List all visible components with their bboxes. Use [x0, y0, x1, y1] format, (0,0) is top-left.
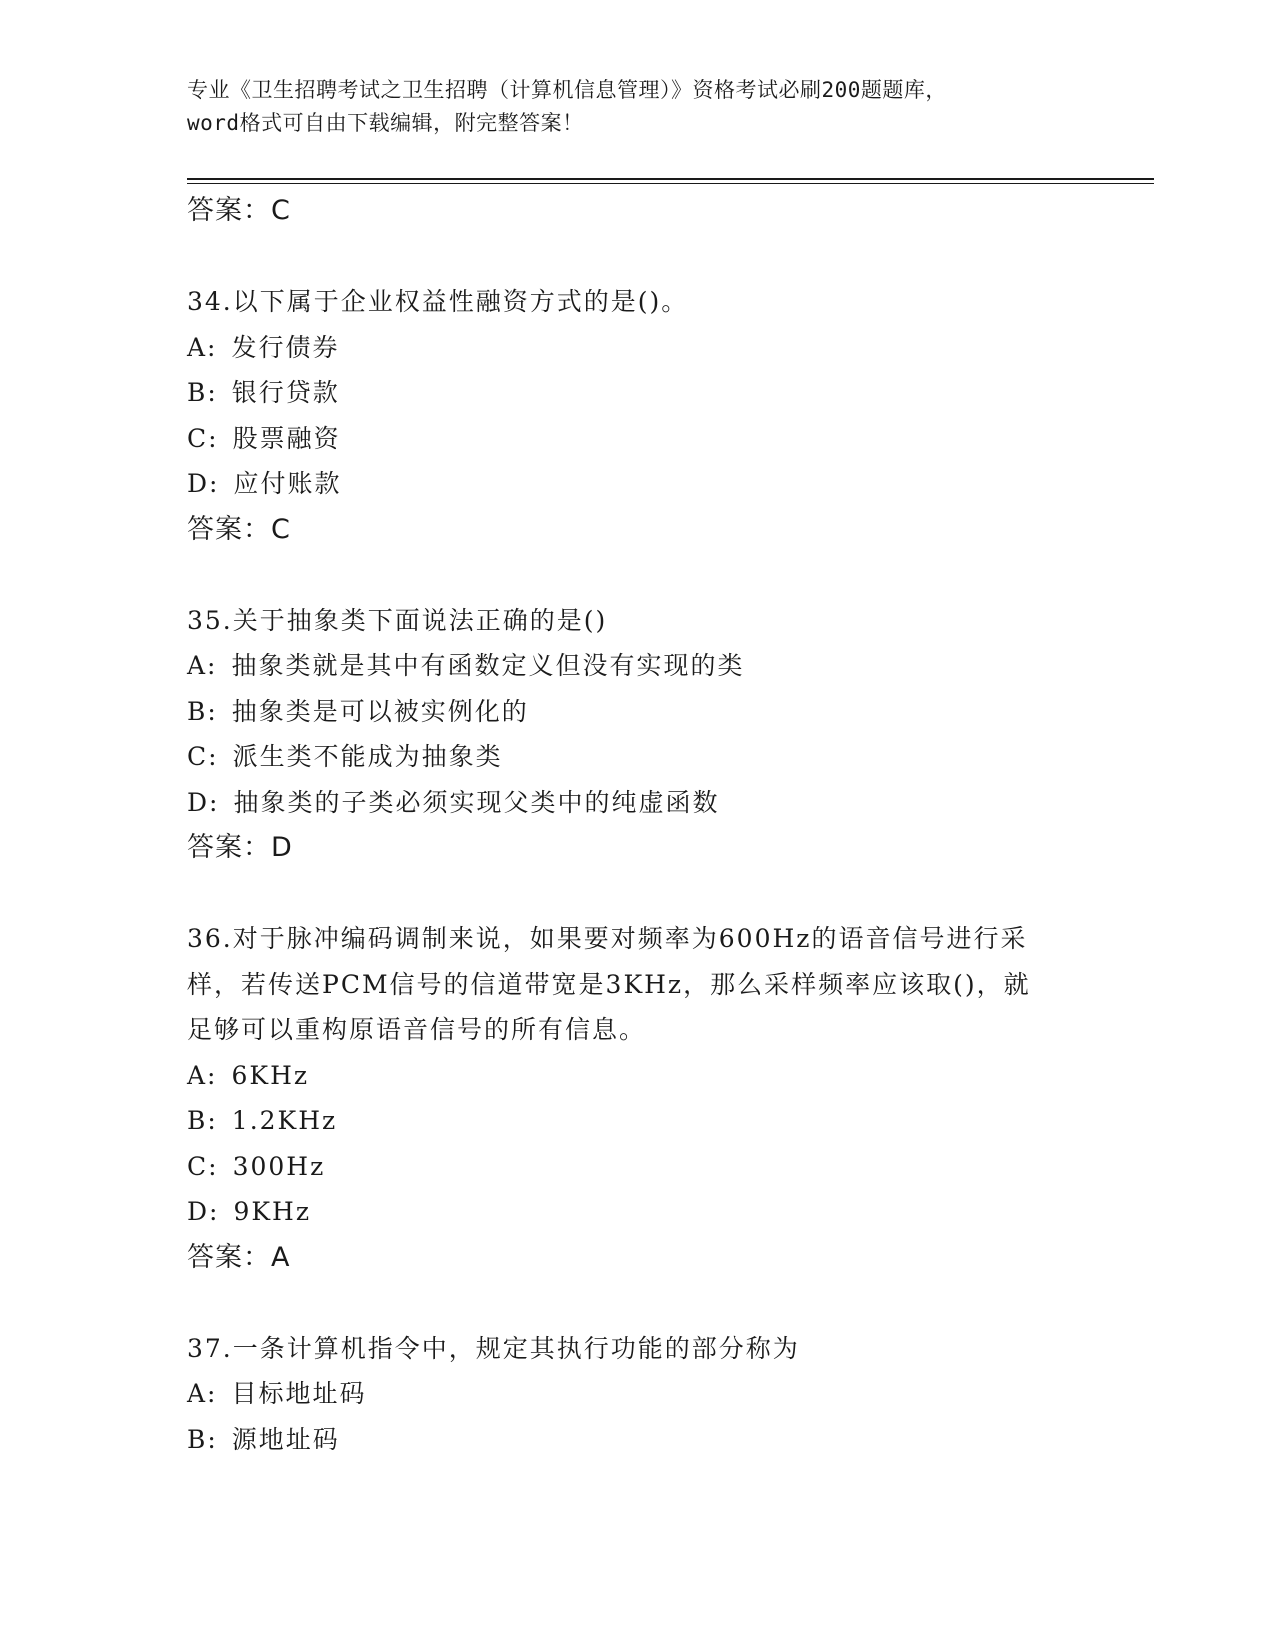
option-text: 源地址码: [231, 1424, 340, 1454]
option-text: 300Hz: [232, 1151, 326, 1181]
question-text: 34.以下属于企业权益性融资方式的是()。: [187, 287, 689, 316]
option-label: D:: [187, 787, 220, 817]
question-text-line-3: 足够可以重构原语音信号的所有信息。: [187, 1015, 647, 1044]
header-rule-thin: [187, 183, 1154, 184]
option-label: B:: [187, 696, 218, 726]
option-b: [187, 1098, 1087, 1144]
answer: 答案：C: [187, 513, 291, 545]
question-35: [187, 598, 1087, 871]
option-text: 抽象类的子类必须实现父类中的纯虚函数: [233, 787, 720, 817]
option-label: C:: [187, 742, 219, 771]
option-text: 发行债券: [231, 332, 340, 362]
header-rule-thick: [187, 178, 1154, 180]
question-list: [187, 188, 1087, 1462]
option-label: A:: [187, 1379, 218, 1408]
question-34: [187, 279, 1087, 552]
option-label: D:: [187, 469, 220, 498]
question-text-line-2: 样，若传送PCM信号的信道带宽是3KHz，那么采样频率应该取()，就: [187, 969, 1031, 999]
option-text: 股票融资: [232, 423, 341, 453]
previous-answer: 答案：C: [187, 195, 291, 226]
option-c: [187, 1144, 1087, 1190]
option-text: 9KHz: [233, 1197, 312, 1226]
option-label: B:: [187, 1106, 218, 1135]
option-label: C:: [187, 423, 219, 453]
question-37: [187, 1326, 1087, 1463]
header-line-1: 专业《卫生招聘考试之卫生招聘（计算机信息管理）》资格考试必刷200题题库，: [187, 78, 947, 102]
document-header: [187, 74, 1087, 140]
option-text: 抽象类就是其中有函数定义但没有实现的类: [231, 651, 745, 680]
option-b: [187, 689, 1087, 735]
question-36: [187, 916, 1087, 1280]
option-label: D:: [187, 1197, 220, 1226]
option-c: [187, 416, 1087, 462]
answer: 答案：D: [187, 832, 293, 863]
option-d: [187, 461, 1087, 507]
option-label: C:: [187, 1151, 219, 1181]
option-label: A:: [187, 1060, 218, 1090]
option-text: 6KHz: [231, 1060, 310, 1090]
question-text: 35.关于抽象类下面说法正确的是(): [187, 605, 608, 635]
option-text: 1.2KHz: [231, 1106, 338, 1135]
option-text: 派生类不能成为抽象类: [232, 742, 503, 771]
option-label: A:: [187, 332, 218, 362]
option-d: [187, 1189, 1087, 1235]
option-label: B:: [187, 1424, 218, 1454]
option-a: [187, 1371, 1087, 1417]
option-text: 银行贷款: [231, 378, 340, 407]
option-label: B:: [187, 378, 218, 407]
option-text: 应付账款: [233, 469, 342, 498]
question-text: 37.一条计算机指令中，规定其执行功能的部分称为: [187, 1333, 800, 1363]
option-text: 目标地址码: [231, 1379, 367, 1408]
option-d: [187, 780, 1087, 826]
option-label: A:: [187, 651, 218, 680]
answer: 答案：A: [187, 1241, 291, 1273]
option-a: [187, 1053, 1087, 1099]
option-c: [187, 734, 1087, 780]
option-b: [187, 1417, 1087, 1463]
option-text: 抽象类是可以被实例化的: [231, 696, 529, 726]
option-a: [187, 643, 1087, 689]
option-b: [187, 370, 1087, 416]
header-line-2: word格式可自由下载编辑，附完整答案！: [187, 111, 584, 135]
option-a: [187, 325, 1087, 371]
question-text-line-1: 36.对于脉冲编码调制来说，如果要对频率为600Hz的语音信号进行采: [187, 924, 1028, 953]
